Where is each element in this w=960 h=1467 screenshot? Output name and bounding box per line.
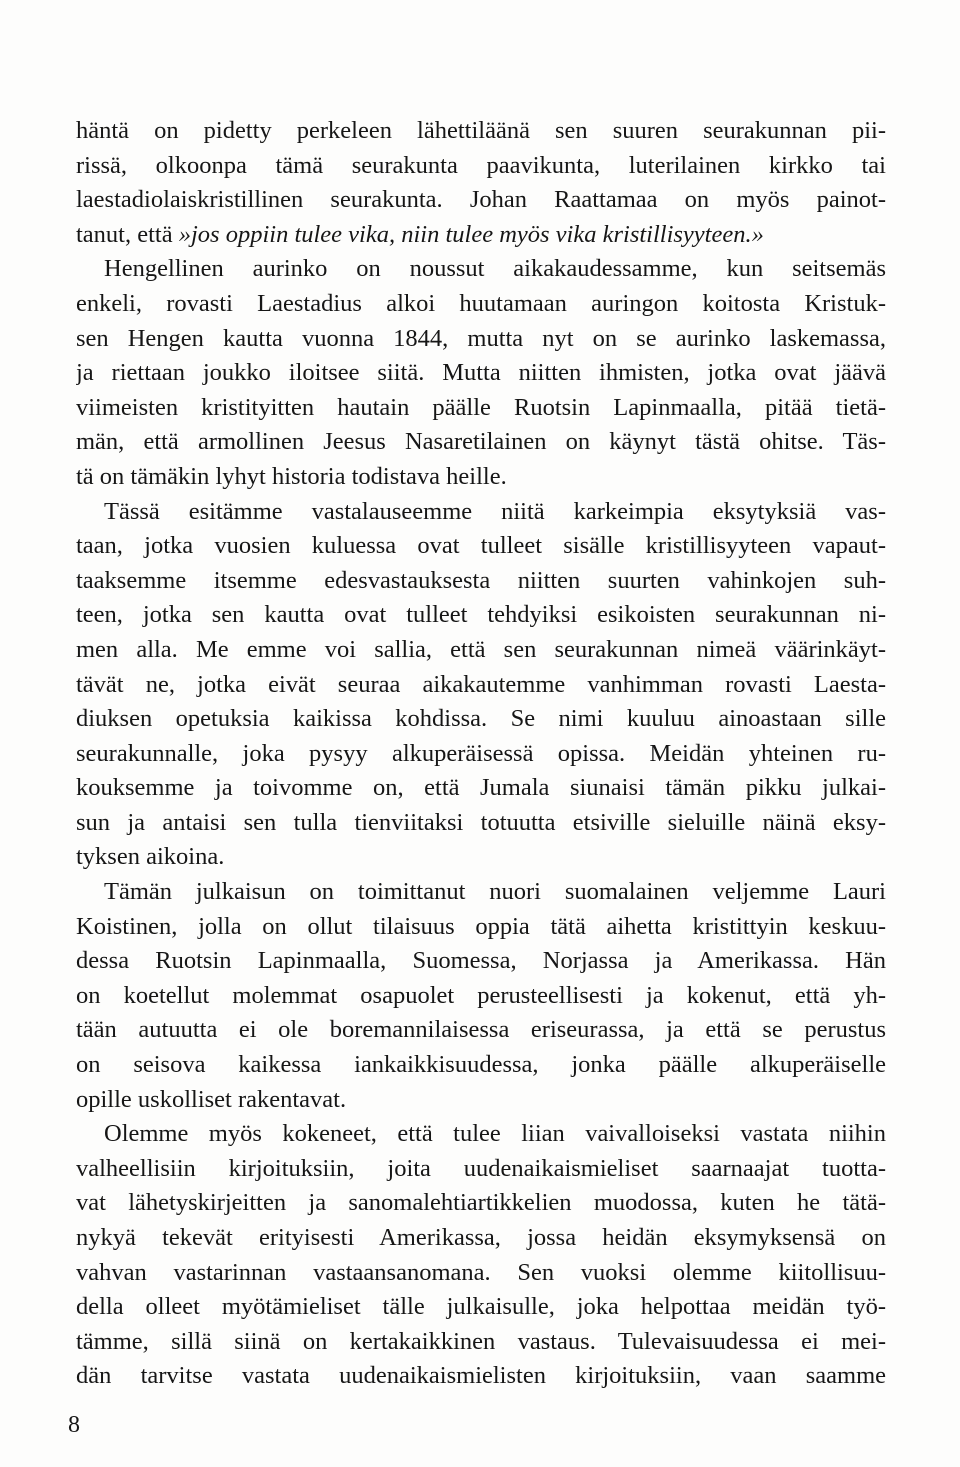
text-line: Olemme myös kokeneet, että tulee liian vaivalloiseksi vastata niihin (104, 1120, 886, 1148)
text-line: Hengellinen aurinko on noussut aikakaudessamme, kun seitsemäs (104, 255, 886, 283)
text-line: on seisova kaikessa iankaikkisuudessa, jonka päälle alkuperäiselle (76, 1051, 886, 1079)
text-line: teen, jotka sen kautta ovat tulleet tehdyiksi esikoisten seurakunnan ni- (76, 601, 886, 629)
text-line: rissä, olkoonpa tämä seurakunta paavikunta, luterilainen kirkko tai (76, 151, 886, 179)
text-line: della olleet myötämieliset tälle julkaisulle, joka helpottaa meidän työ- (76, 1293, 886, 1321)
text-line: ja riettaan joukko iloitsee siitä. Mutta niitten ihmisten, jotka ovat jäävä (76, 359, 886, 387)
text-line: kouksemme ja toivomme on, että Jumala siunaisi tämän pikku julkai- (76, 774, 886, 802)
text-line: tä on tämäkin lyhyt historia todistava heille. (76, 462, 507, 490)
text-line: häntä on pidetty perkeleen lähettiläänä sen suuren seurakunnan pii- (76, 117, 886, 144)
text-line: men alla. Me emme voi sallia, että sen seurakunnan nimeä väärinkäyt- (76, 635, 886, 663)
italic-quote: »jos oppiin tulee vika, niin tulee myös vika kristillisyyteen.» (178, 220, 764, 248)
text-line: sen Hengen kautta vuonna 1844, mutta nyt on se aurinko laskemassa, (76, 324, 886, 352)
text-line: dän tarvitse vastata uudenaikaismielisten kirjoituksiin, vaan saamme (76, 1362, 886, 1390)
text-line: taan, jotka vuosien kuluessa ovat tulleet sisälle kristillisyyteen vapaut- (76, 532, 886, 560)
text-line: Koistinen, jolla on ollut tilaisuus oppia tätä aihetta kristittyin keskuu- (76, 912, 886, 940)
text-line: tävät ne, jotka eivät seuraa aikakautemme vanhimman rovasti Laesta- (76, 670, 886, 698)
text-line (76, 218, 886, 253)
text-line: sun ja antaisi sen tulla tienviitaksi totuutta etsiville sieluille näinä eksy- (76, 808, 886, 836)
text-line: tyksen aikoina. (76, 843, 225, 871)
text-line: valheellisiin kirjoituksiin, joita uudenaikaismieliset saarnaajat tuotta- (76, 1154, 886, 1182)
text-line: on koetellut molemmat osapuolet perusteellisesti ja kokenut, että yh- (76, 981, 886, 1009)
text-line: laestadiolaiskristillinen seurakunta. Johan Raattamaa on myös painot- (76, 186, 886, 214)
page-number: 8 (68, 1412, 80, 1438)
text-line: tään autuutta ei ole boremannilaisessa eriseurassa, ja että se perustus (76, 1016, 886, 1044)
text-line: opille uskolliset rakentavat. (76, 1085, 347, 1113)
text-line: Tämän julkaisun on toimittanut nuori suomalainen veljemme Lauri (104, 878, 886, 906)
text-line: viimeisten kristityitten hautain päälle Ruotsin Lapinmaalla, pitää tietä- (76, 393, 886, 421)
text-line: seurakunnalle, joka pysyy alkuperäisessä opissa. Meidän yhteinen ru- (76, 739, 886, 767)
text-segment: tanut, että (76, 220, 173, 248)
text-line: dessa Ruotsin Lapinmaalla, Suomessa, Norjassa ja Amerikassa. Hän (76, 947, 886, 975)
text-line: enkeli, rovasti Laestadius alkoi huutamaan auringon koitosta Kristuk- (76, 289, 886, 317)
text-line: vat lähetyskirjeitten ja sanomalehtiartikkelien muodossa, kuten he tätä- (76, 1189, 886, 1217)
text-line: diuksen opetuksia kaikissa kohdissa. Se nimi kuuluu ainoastaan sille (76, 705, 886, 733)
text-line: vahvan vastarinnan vastaansanomana. Sen vuoksi olemme kiitollisuu- (76, 1258, 886, 1286)
text-line: män, että armollinen Jeesus Nasaretilainen on käynyt tästä ohitse. Täs- (76, 428, 886, 456)
body-text (76, 114, 886, 1394)
text-line: tämme, sillä siinä on kertakaikkinen vastaus. Tulevaisuudessa ei mei- (76, 1327, 886, 1355)
text-line: taaksemme itsemme edesvastauksesta niitten suurten vahinkojen suh- (76, 566, 886, 594)
text-line: nykyä tekevät erityisesti Amerikassa, jossa heidän eksymyksensä on (76, 1224, 886, 1251)
text-line: Tässä esitämme vastalauseemme niitä karkeimpia eksytyksiä vas- (104, 497, 886, 525)
